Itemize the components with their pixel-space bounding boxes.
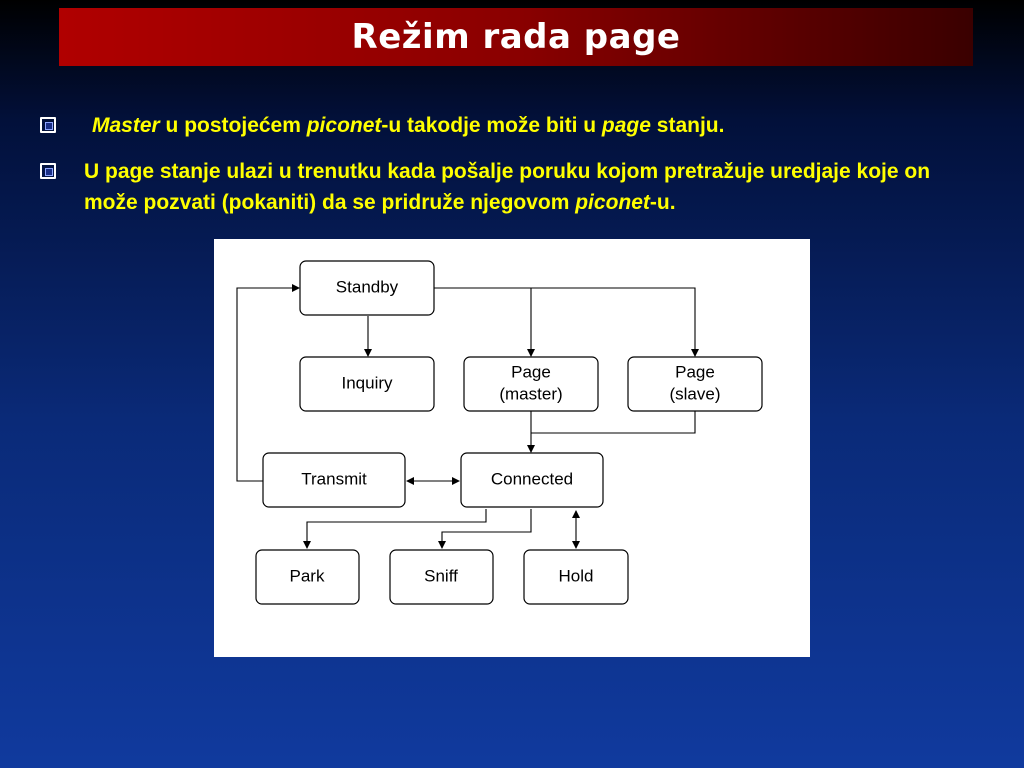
node-page-master-label-1: Page xyxy=(511,362,551,382)
bullet-2-part-1: U page stanje ulazi u trenutku kada pošalje poruku kojom pretražuje uredjaje koje on može pozvati (pokaniti) da se pridruže njegovom xyxy=(84,160,931,214)
bullet-1-part-4: -u takodje može biti u xyxy=(381,114,602,137)
node-transmit xyxy=(263,453,405,507)
edge-page-slave-connected xyxy=(531,411,695,433)
checkbox-bullet-icon xyxy=(40,163,56,179)
title-bar xyxy=(59,8,973,66)
node-page-master-label-2: (master) xyxy=(499,384,563,404)
node-transmit-label: Transmit xyxy=(301,469,367,489)
node-standby-label: Standby xyxy=(335,277,399,297)
bullet-1-part-6: stanju. xyxy=(650,114,725,137)
bullet-1-part-1: Master xyxy=(92,114,160,137)
state-diagram-svg xyxy=(214,239,810,657)
node-park-label: Park xyxy=(289,566,325,586)
node-hold-label: Hold xyxy=(558,566,594,586)
node-sniff-label: Sniff xyxy=(424,566,458,586)
node-inquiry-label: Inquiry xyxy=(341,373,393,393)
edge-standby-page-master xyxy=(434,288,531,356)
edge-standby-page-slave xyxy=(531,288,695,356)
state-diagram xyxy=(214,239,810,657)
node-connected xyxy=(461,453,603,507)
bullet-1 xyxy=(92,110,972,141)
node-standby xyxy=(300,261,434,315)
edge-transmit-standby xyxy=(237,288,299,481)
bullet-2 xyxy=(84,156,964,218)
node-inquiry xyxy=(300,357,434,411)
edge-connected-park xyxy=(307,509,486,548)
checkbox-bullet-icon xyxy=(40,117,56,133)
slide-title: Režim rada page xyxy=(351,17,681,57)
node-sniff xyxy=(390,550,493,604)
node-hold xyxy=(524,550,628,604)
bullet-1-part-5: page xyxy=(601,114,651,137)
node-page-slave-label-2: (slave) xyxy=(669,384,721,404)
node-page-slave-label-1: Page xyxy=(675,362,715,382)
bullet-1-part-2: u postojećem xyxy=(159,114,307,137)
node-page-slave xyxy=(628,357,762,411)
node-park xyxy=(256,550,359,604)
node-connected-label: Connected xyxy=(490,469,574,489)
bullet-2-part-3: -u. xyxy=(649,191,676,214)
bullet-1-part-3: piconet xyxy=(306,114,382,137)
bullet-2-part-2: piconet xyxy=(575,191,650,214)
node-page-master xyxy=(464,357,598,411)
